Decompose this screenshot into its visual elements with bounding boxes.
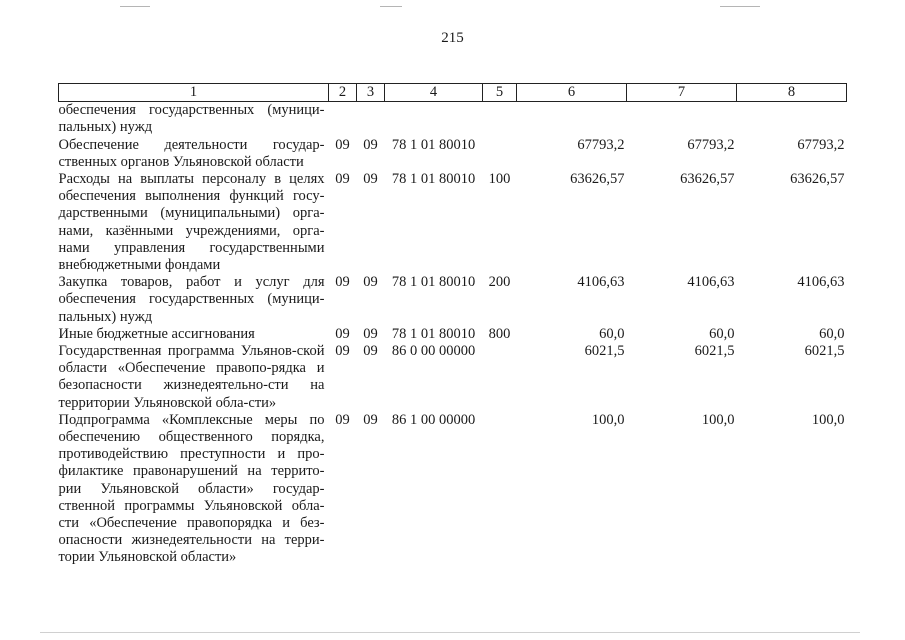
- cell-section: 09: [335, 274, 350, 291]
- table-row: [59, 171, 847, 274]
- cell-amount-7: 63626,57: [680, 171, 735, 188]
- cell-target-code: 78 1 01 80010: [391, 274, 476, 291]
- cell-expense-type: 100: [488, 171, 511, 188]
- cell-amount-7: 60,0: [709, 325, 735, 342]
- page-number: 215: [441, 30, 464, 46]
- cell-section: 09: [335, 171, 350, 188]
- cell-expense-type: [483, 137, 517, 171]
- table-row: [59, 274, 847, 326]
- cell-section: 09: [335, 325, 350, 342]
- row-description: Государственная программа Ульянов-ской области «Обеспечение правопо-рядка и безопасности жизнедеятельно-сти на территории Ульяновской обла-сти»: [58, 343, 325, 411]
- column-header: 6: [517, 84, 627, 102]
- cell-amount-8: [737, 102, 847, 137]
- cell-target-code: 86 1 00 00000: [391, 411, 476, 428]
- cell-subsection: 09: [363, 411, 378, 428]
- cell-subsection: 09: [363, 171, 378, 188]
- cell-amount-8: 60,0: [819, 325, 845, 342]
- column-header: 5: [483, 84, 517, 102]
- column-header: 1: [59, 84, 329, 102]
- header-row: [59, 84, 847, 102]
- cell-section: [329, 102, 357, 137]
- cell-expense-type: 200: [488, 274, 511, 291]
- cell-amount-6: 63626,57: [570, 171, 625, 188]
- cell-amount-8: 63626,57: [790, 171, 845, 188]
- cell-expense-type: [483, 343, 517, 412]
- cell-amount-6: 67793,2: [577, 136, 625, 153]
- row-description: Обеспечение деятельности государ-ственных органов Ульяновской области: [58, 136, 325, 170]
- cell-section: 09: [335, 136, 350, 153]
- cell-amount-6: 6021,5: [584, 343, 625, 360]
- column-header: 3: [357, 84, 385, 102]
- cell-amount-8: 6021,5: [804, 343, 845, 360]
- table-row: [59, 137, 847, 171]
- cell-subsection: 09: [363, 274, 378, 291]
- cell-subsection: [357, 102, 385, 137]
- row-description: обеспечения государственных (муници-пальных) нужд: [58, 102, 325, 136]
- column-header: 2: [329, 84, 357, 102]
- table-row: [59, 412, 847, 567]
- table-row: [59, 326, 847, 343]
- cell-amount-7: 4106,63: [687, 274, 735, 291]
- cell-amount-6: [517, 102, 627, 137]
- cell-target-code: 86 0 00 00000: [391, 343, 476, 360]
- cell-amount-7: [627, 102, 737, 137]
- table-row: [59, 343, 847, 412]
- scan-artifact: [380, 6, 402, 7]
- scan-artifact: [720, 6, 760, 7]
- cell-amount-6: 100,0: [591, 411, 625, 428]
- cell-target-code: 78 1 01 80010: [391, 136, 476, 153]
- cell-target-code: 78 1 01 80010: [391, 325, 476, 342]
- row-description: Закупка товаров, работ и услуг для обеспечения государственных (муници-пальных) нужд: [58, 274, 325, 325]
- column-header: 7: [627, 84, 737, 102]
- cell-target-code: [385, 102, 483, 137]
- row-description: Расходы на выплаты персоналу в целях обеспечения выполнения функций госу-дарственными (муниципальными) орга-нами, казёнными учреждениями, орга-нами управления государственными внебюджетными фондами: [58, 171, 325, 274]
- cell-amount-6: 4106,63: [577, 274, 625, 291]
- row-description: Подпрограмма «Комплексные меры по обеспечению общественного порядка, противодействию преступности и про-филактике правонарушений на террито-рии Ульяновской области» государ-ственной программы Ульяновской обла-сти «Обеспечение правопорядка и без-опасности жизнедеятельности на терри-тории Ульяновской области»: [58, 411, 325, 566]
- cell-amount-7: 100,0: [701, 411, 735, 428]
- scan-artifact: [40, 632, 860, 633]
- column-header: 8: [737, 84, 847, 102]
- cell-expense-type: 800: [488, 325, 511, 342]
- column-header: 4: [385, 84, 483, 102]
- scan-artifact: [120, 6, 150, 7]
- cell-amount-8: 4106,63: [797, 274, 845, 291]
- cell-amount-8: 67793,2: [797, 136, 845, 153]
- cell-target-code: 78 1 01 80010: [391, 171, 476, 188]
- row-description: Иные бюджетные ассигнования: [58, 325, 255, 342]
- cell-subsection: 09: [363, 325, 378, 342]
- cell-expense-type: [483, 102, 517, 137]
- cell-amount-8: 100,0: [811, 411, 845, 428]
- cell-subsection: 09: [363, 343, 378, 360]
- table-row: [59, 102, 847, 137]
- cell-amount-7: 67793,2: [687, 136, 735, 153]
- cell-section: 09: [335, 411, 350, 428]
- cell-subsection: 09: [363, 136, 378, 153]
- cell-section: 09: [335, 343, 350, 360]
- budget-table: [58, 83, 847, 567]
- cell-amount-6: 60,0: [599, 325, 625, 342]
- cell-expense-type: [483, 412, 517, 567]
- cell-amount-7: 6021,5: [694, 343, 735, 360]
